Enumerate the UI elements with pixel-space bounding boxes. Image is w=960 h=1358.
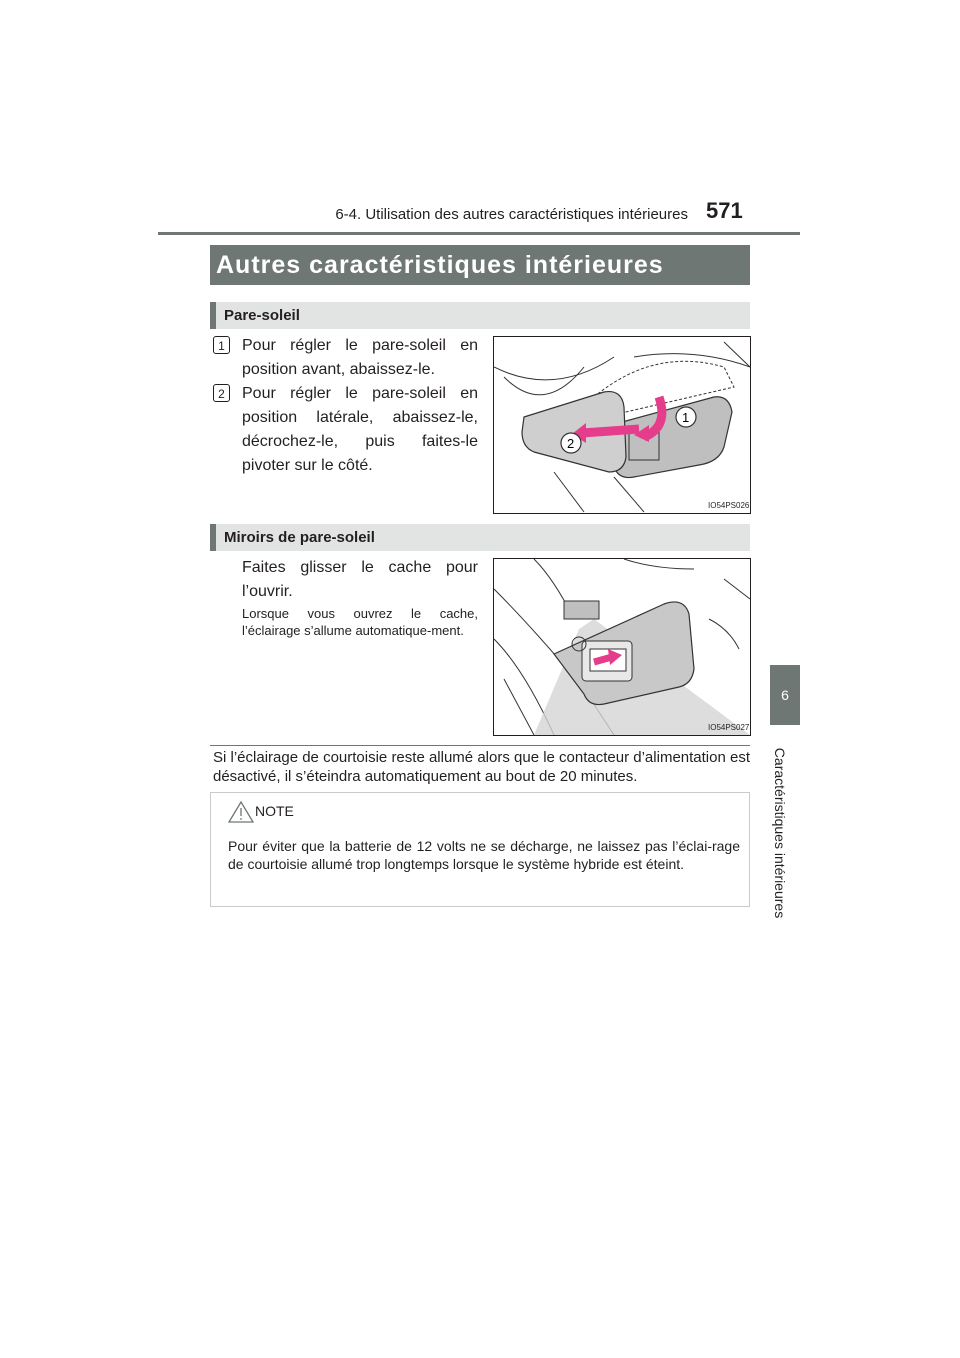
vanity-mirror-illustration — [493, 558, 751, 736]
figure-code: IO54PS026 — [708, 501, 750, 510]
callout-2: 2 — [567, 436, 575, 451]
note-title: NOTE — [255, 803, 294, 819]
header-section-title: 6-4. Utilisation des autres caractéristiques intérieures — [335, 206, 688, 223]
mirrors-heading: Miroirs de pare-soleil — [210, 524, 750, 551]
sunvisor-illustration — [493, 336, 751, 514]
vanity-mirror-drawing — [494, 559, 750, 735]
callout-1: 1 — [682, 410, 690, 425]
info-rule — [210, 745, 750, 746]
sunvisor-heading: Pare-soleil — [210, 302, 750, 329]
arrow-2-icon — [582, 429, 639, 433]
mirrors-body: Faites glisser le cache pour l’ouvrir. — [242, 559, 478, 600]
chapter-tab: 6 — [770, 665, 800, 725]
step-2-text: Pour régler le pare-soleil en position latérale, abaissez-le, décrochez-le, puis faites-le pivoter sur le côté. — [242, 385, 478, 474]
info-text: Si l’éclairage de courtoisie reste allumé alors que le contacteur d’alimentation est désactivé, il s’éteindra automatiquement au bout de 20 minutes. — [213, 749, 750, 785]
step-2-badge: 2 — [213, 384, 230, 402]
mirrors-detail: Lorsque vous ouvrez le cache, l’éclairage s’allume automatique-ment. — [242, 606, 478, 638]
header-rule — [158, 232, 800, 235]
page-title: Autres caractéristiques intérieures — [210, 245, 750, 285]
figure-code-2: IO54PS027 — [708, 723, 750, 732]
chapter-label: Caractéristiques intérieures — [772, 747, 788, 919]
step-1-badge: 1 — [213, 336, 230, 354]
note-text: Pour éviter que la batterie de 12 volts ne se décharge, ne laissez pas l’éclai-rage de courtoisie allumé trop longtemps lorsque le système hybride est éteint. — [228, 838, 740, 872]
sunvisor-drawing — [494, 337, 750, 513]
page-number: 571 — [706, 198, 743, 223]
note-box — [210, 792, 750, 907]
step-1-text: Pour régler le pare-soleil en position avant, abaissez-le. — [242, 337, 478, 378]
warning-triangle-icon — [228, 801, 254, 823]
